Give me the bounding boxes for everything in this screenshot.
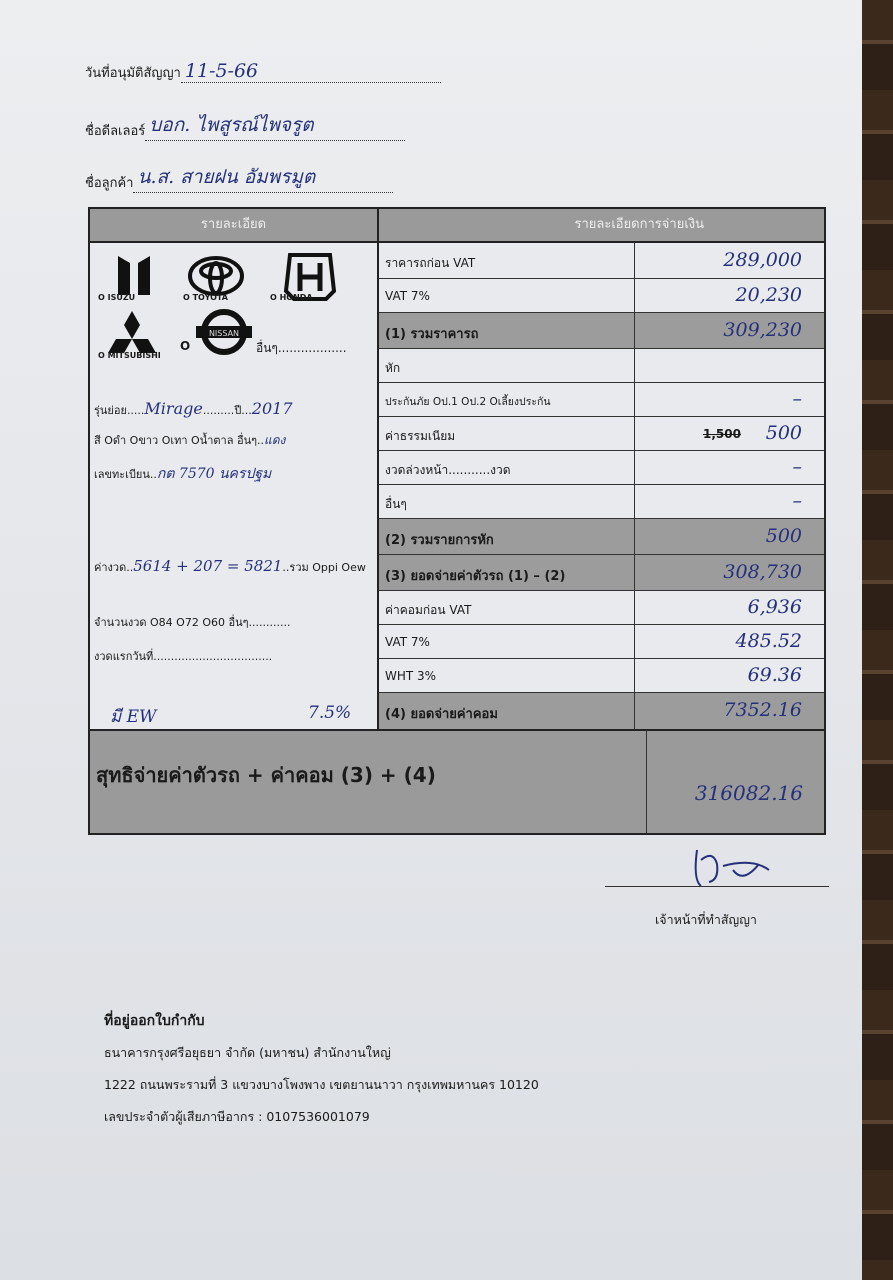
brand-nissan: NISSAN (208, 329, 240, 338)
extended-warranty-note: มี EW (110, 707, 157, 727)
brand-mitsubishi: MITSUBISHI (107, 351, 161, 360)
term-line: จำนวนงวด O84 O72 O60 อื่นๆ............ (94, 616, 291, 629)
invoice-address-line2: 1222 ถนนพระรามที่ 3 แขวงบางโพงพาง เขตยานนาวา กรุงเทพมหานคร 10120 (104, 1077, 539, 1092)
printed-fee-struck: 1,500 (703, 427, 741, 441)
installment-line: ค่างวด..5614 + 207 = 5821..รวม Oppi Oew (94, 557, 366, 575)
net-total-row (90, 729, 824, 833)
term-label: จำนวนงวด O84 O72 O60 อื่นๆ (94, 616, 249, 629)
payment-row-advance-installments: งวดล่วงหน้า...........งวด – (379, 451, 824, 485)
payment-row-wht: WHT 3% 69.36 (379, 659, 824, 693)
payment-row-commission-vat: VAT 7% 485.52 (379, 625, 824, 659)
first-due-label: งวดแรกวันที่ (94, 650, 154, 663)
plate-value: กต 7570 นครปฐม (156, 466, 272, 482)
details-heading: รายละเอียด (90, 209, 379, 243)
year-value: 2017 (251, 399, 293, 418)
brand-toyota: TOYOTA (192, 293, 228, 302)
dealer-value: บอก. ไพสูรณ์ไพจรูต (149, 114, 314, 136)
installment-value: 5614 + 207 = 5821 (133, 557, 283, 575)
other-brand-label: อื่นๆ (256, 341, 278, 355)
payment-row-total-deductions: (2) รวมรายการหัก 500 (379, 519, 824, 555)
plate-label: เลขทะเบียน (94, 468, 150, 481)
installment-label: ค่างวด (94, 561, 127, 574)
payment-row-commission-before-vat: ค่าคอมก่อน VAT 6,936 (379, 591, 824, 625)
plate-line: เลขทะเบียน..กต 7570 นครปฐม (94, 466, 272, 482)
payment-row-vat: VAT 7% 20,230 (379, 279, 824, 313)
invoice-address-line1: ธนาคารกรุงศรีอยุธยา จำกัด (มหาชน) สำนักงานใหญ่ (104, 1045, 391, 1060)
payment-row-commission-payment: (4) ยอดจ่ายค่าคอม 7352.16 (379, 693, 824, 729)
model-label: รุ่นย่อย (94, 404, 127, 417)
customer-line (85, 166, 393, 193)
signature-line (605, 886, 829, 887)
color-line: สี Oดำ Oขาว Oเทา Oน้ำตาล อื่นๆ..แดง (94, 433, 286, 447)
tax-id-line: เลขประจำตัวผู้เสียภาษีอากร : 0107536001079 (104, 1109, 370, 1124)
payment-row-car-payment: (3) ยอดจ่ายค่าตัวรถ (1) – (2) 308,730 (379, 555, 824, 591)
brand-honda: HONDA (279, 293, 313, 302)
nissan-logo-icon (194, 307, 254, 357)
payment-row-insurance: ประกันภัย Oป.1 Oป.2 Oเลี้ยงประกัน – (379, 383, 824, 417)
first-due-line: งวดแรกวันที่.................................. (94, 650, 273, 663)
customer-label: ชื่อลูกค้า (85, 176, 134, 191)
payment-row-other: อื่นๆ – (379, 485, 824, 519)
brand-isuzu: ISUZU (107, 293, 136, 302)
approval-date-line (85, 62, 441, 83)
net-total-label: สุทธิจ่ายค่าตัวรถ + ค่าคอม (3) + (4) (96, 763, 436, 787)
model-value: Mirage (144, 399, 203, 418)
net-total-value: 316082.16 (694, 781, 803, 805)
invoice-address-title: ที่อยู่ออกใบกำกับ (104, 1013, 205, 1029)
interest-rate-note: 7.5% (308, 703, 352, 723)
table-edge-background (862, 0, 893, 1280)
color-label: สี Oดำ Oขาว Oเทา Oน้ำตาล อื่นๆ (94, 434, 258, 447)
brand-logos: O ISUZU O TOYOTA O HONDA O MITSUBISHI O NISSAN อื่นๆ.................. (98, 251, 373, 381)
customer-value: น.ส. สายฝน อัมพรมูต (137, 166, 316, 188)
payment-form (88, 207, 826, 835)
handwritten-signature-icon (683, 840, 773, 890)
dealer-line (85, 114, 405, 141)
payment-row-price-before-vat: ราคารถก่อน VAT 289,000 (379, 243, 824, 279)
payment-details-heading: รายละเอียดการจ่ายเงิน (379, 209, 824, 243)
installment-suffix: รวม Oppi Oew (289, 561, 366, 574)
dealer-label: ชื่อดีลเลอร์ (85, 124, 146, 139)
payment-row-fee: ค่าธรรมเนียม 1,500 500 (379, 417, 824, 451)
payment-row-deductions: หัก (379, 349, 824, 383)
approval-date-label: วันที่อนุมัติสัญญา (85, 66, 181, 81)
approval-date-value: 11-5-66 (184, 60, 259, 82)
payment-row-total-car-price: (1) รวมราคารถ 309,230 (379, 313, 824, 349)
signature-caption: เจ้าหน้าที่ทำสัญญา (655, 912, 757, 927)
color-value: แดง (264, 433, 286, 447)
model-line: รุ่นย่อย.....Mirage.........ปี...2017 (94, 399, 293, 418)
year-label: ปี (234, 404, 242, 417)
